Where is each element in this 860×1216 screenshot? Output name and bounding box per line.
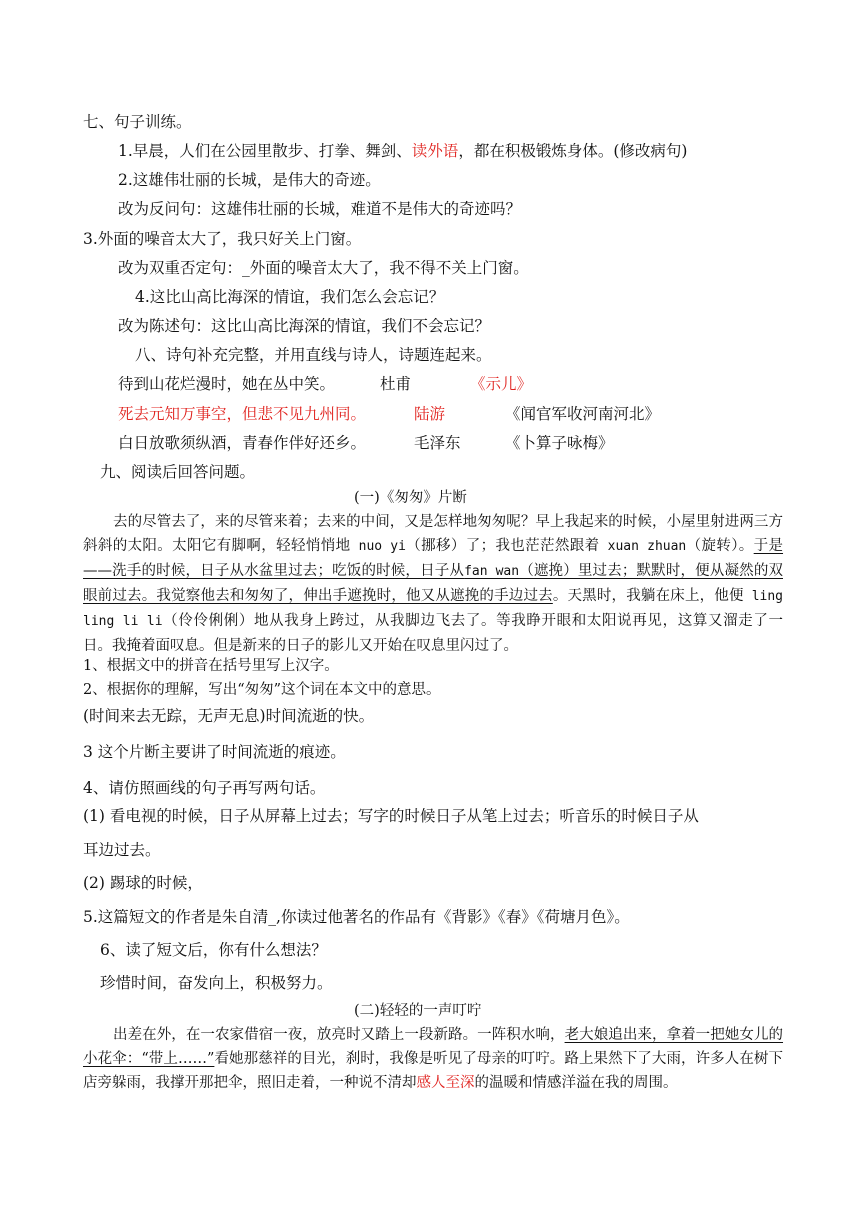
poem-title-1: 《示儿》 bbox=[470, 375, 533, 393]
question-1: 1、根据文中的拼音在括号里写上汉字。 bbox=[83, 658, 339, 674]
passage-1-text-3: （旋转）。 bbox=[686, 538, 754, 554]
poem-verse-1: 待到山花烂漫时，她在丛中笑。 bbox=[118, 375, 336, 393]
answer-3: 3 这个片断主要讲了时间流逝的痕迹。 bbox=[83, 743, 346, 761]
sentence-4: 4.这比山高比海深的情谊，我们怎么会忘记？ bbox=[135, 288, 445, 306]
sentence-3: 3.外面的噪音太大了，我只好关上门窗。 bbox=[83, 230, 362, 248]
poem-poet-3: 毛泽东 bbox=[414, 434, 461, 452]
answer-6: 珍惜时间，奋发向上，积极努力。 bbox=[100, 974, 333, 992]
poem-title-2: 《闻官军收河南河北》 bbox=[505, 405, 661, 423]
sentence-3-answer: 改为双重否定句：_外面的噪音太大了，我不得不关上门窗。 bbox=[118, 259, 529, 277]
passage-2-text-3: 的温暖和情感洋溢在我的周围。 bbox=[474, 1075, 678, 1091]
answer-2: (时间来去无踪，无声无息)时间流逝的快。 bbox=[83, 707, 375, 725]
question-6: 6、读了短文后，你有什么想法？ bbox=[100, 941, 327, 959]
sentence-1 bbox=[118, 141, 687, 161]
pinyin-linglingli: ling ling li li bbox=[83, 589, 784, 629]
underlined-part-2: （遮挽）里过去；默默时，便从凝然的双眼前过去。我觉察他去和匆匆了，伸出手遮挽时，他又从遮挽的手边过去 bbox=[83, 563, 783, 604]
poem-poet-1: 杜甫 bbox=[380, 375, 412, 393]
underlined-part-1: 于是——洗手的时候，日子从水盆里过去；吃饭的时候，日子从 bbox=[83, 538, 784, 579]
poem-title-3: 《卜算子咏梅》 bbox=[505, 434, 614, 452]
passage-2-heading: (二)轻轻的一声叮咛 bbox=[354, 1003, 482, 1019]
passage-1-text-4: 。天黑时，我躺在床上，他便 bbox=[552, 588, 744, 604]
sentence-2-answer: 改为反问句：这雄伟壮丽的长城，难道不是伟大的奇迹吗？ bbox=[118, 200, 522, 218]
answer-4-2: (2) 踢球的时候， bbox=[83, 874, 203, 892]
question-2: 2、根据你的理解，写出“匆匆”这个词在本文中的意思。 bbox=[83, 682, 441, 698]
passage-2-text-2: 看她那慈祥的目光，刹时，我像是听见了母亲的叮咛。路上果然下了大雨，许多人在树下店旁躲雨，我撑开那把伞，照旧走着，一种说不清却 bbox=[83, 1051, 784, 1091]
sentence-1-red: 读外语 bbox=[411, 142, 459, 160]
passage-1-heading: (一)《匆匆》片断 bbox=[354, 490, 467, 506]
sentence-2: 2.这雄伟壮丽的长城，是伟大的奇迹。 bbox=[118, 171, 381, 189]
passage-2-underlined: 老大娘追出来，拿着一把她女儿的小花伞：“带上……” bbox=[83, 1027, 784, 1067]
answer-5: 5.这篇短文的作者是朱自清_,你读过他著名的作品有《背影》《春》《荷塘月色》。 bbox=[83, 908, 630, 926]
section-9-title: 九、阅读后回答问题。 bbox=[100, 463, 256, 481]
passage-2-text-1: 出差在外，在一农家借宿一夜，放亮时又踏上一段新路。一阵积水响， bbox=[113, 1027, 565, 1043]
poem-verse-2: 死去元知万事空，但悲不见九州同。 bbox=[118, 405, 367, 423]
pinyin-xuanzhuan: xuan zhuan bbox=[599, 539, 687, 554]
sentence-1-part-a: 1.早晨，人们在公园里散步、打拳、舞剑、 bbox=[118, 142, 412, 160]
section-7-title: 七、句子训练。 bbox=[83, 113, 192, 131]
poem-poet-2: 陆游 bbox=[414, 405, 446, 423]
passage-2-body bbox=[83, 1023, 783, 1095]
answer-4-1-line-2: 耳边过去。 bbox=[83, 841, 161, 859]
sentence-1-part-b: ，都在积极锻炼身体。(修改病句) bbox=[458, 142, 688, 160]
question-4: 4、请仿照画线的句子再写两句话。 bbox=[83, 779, 326, 797]
passage-2-red: 感人至深 bbox=[416, 1075, 475, 1091]
section-8-title: 八、诗句补充完整，并用直线与诗人，诗题连起来。 bbox=[135, 346, 492, 364]
sentence-4-answer: 改为陈述句：这比山高比海深的情谊，我们不会忘记？ bbox=[118, 317, 491, 335]
pinyin-nuoyi: nuo yi bbox=[350, 539, 406, 554]
answer-4-1-line-1: (1) 看电视的时候，日子从屏幕上过去；写字的时候日子从笔上过去；听音乐的时候日子从 bbox=[83, 807, 699, 825]
passage-1-text-2: （挪移）了；我也茫茫然跟着 bbox=[405, 538, 600, 554]
passage-1-text-5: （伶伶俐俐）地从我身上跨过，从我脚边飞去了。等我睁开眼和太阳说再见，这算又溜走了一日。我掩着面叹息。但是新来的日子的影儿又开始在叹息里闪过了。 bbox=[83, 613, 783, 654]
poem-verse-3: 白日放歌须纵酒，青春作伴好还乡。 bbox=[118, 434, 367, 452]
passage-1-text-1: 去的尽管去了，来的尽管来着；去来的中间，又是怎样地匆匆呢？早上我起来的时候，小屋里射进两三方斜斜的太阳。太阳它有脚啊，轻轻悄悄地 bbox=[83, 514, 783, 554]
pinyin-fanwan: fan wan bbox=[464, 564, 520, 579]
passage-1-body bbox=[83, 510, 783, 658]
